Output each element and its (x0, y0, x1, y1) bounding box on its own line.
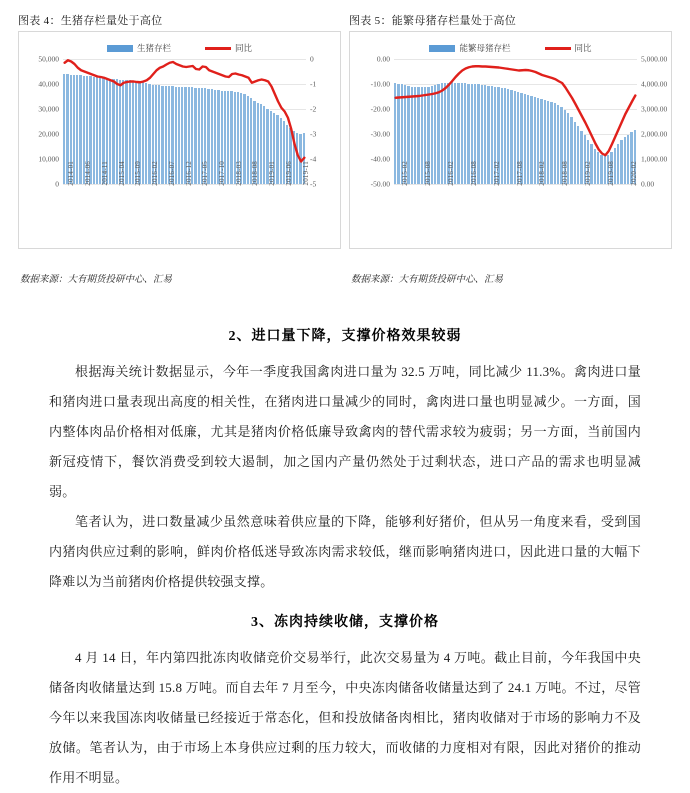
y-axis-right-tick: 5,000.00 (641, 54, 668, 64)
source-note-5: 数据来源：大有期货投研中心、汇易 (351, 275, 504, 285)
y-axis-right-tick: 0.00 (641, 179, 655, 189)
x-axis-tick-label: 2019-01 (268, 161, 277, 186)
charts-row (0, 0, 690, 285)
chart-caption-4: 图表 4：生猪存栏量处于高位 (18, 15, 163, 27)
chart-block-5 (349, 12, 672, 285)
y-axis-right-tick: -5 (310, 179, 317, 189)
y-axis-left-tick: -50.00 (370, 179, 390, 189)
x-axis-tick-label: 2014-01 (67, 161, 76, 186)
chart-block-4 (18, 12, 341, 285)
y-axis-right-tick: -2 (310, 104, 317, 114)
section-heading-3: 3、冻肉持续收储，支撑价格 (251, 615, 439, 630)
legend-line-swatch-icon (545, 47, 571, 50)
legend-bar-swatch-icon (107, 45, 133, 52)
legend-label-bar-5: 能繁母猪存栏 (459, 43, 511, 53)
chart-frame-4 (18, 31, 341, 249)
y-axis-left-tick: 10,000 (38, 154, 59, 164)
x-axis-tick-label: 2015-08 (424, 161, 433, 186)
x-axis-tick-label: 2017-02 (492, 161, 501, 186)
x-axis-labels-4 (59, 159, 310, 209)
chart-frame-5 (349, 31, 672, 249)
paragraph: 笔者认为，进口数量减少虽然意味着供应量的下降，能够利好猪价，但从另一角度来看，受到国内猪肉供应过剩的影响，鲜肉价格低迷导致冻肉需求较低，继而影响猪肉进口，因此进口量的大幅下降难以为当前猪肉价格提供较强支撑。 (49, 514, 641, 589)
y-axis-left-tick: -40.00 (370, 154, 390, 164)
x-axis-tick-label: 2016-12 (184, 161, 193, 186)
chart-legend-5 (350, 32, 671, 55)
y-axis-left-tick: 0.00 (376, 54, 390, 64)
y-axis-left-tick: 20,000 (38, 129, 59, 139)
y-axis-left-tick: 0 (55, 179, 59, 189)
x-axis-tick-label: 2015-04 (117, 161, 126, 186)
x-axis-tick-label: 2017-08 (515, 161, 524, 186)
y-axis-right-tick: 0 (310, 54, 314, 64)
legend-bar-swatch-icon (429, 45, 455, 52)
x-axis-tick-label: 2019-11 (301, 161, 310, 186)
y-axis-left-tick: 30,000 (38, 104, 59, 114)
x-axis-tick-label: 2019-06 (284, 161, 293, 186)
x-axis-tick-label: 2016-02 (151, 161, 160, 186)
x-axis-tick-label: 2015-09 (134, 161, 143, 186)
x-axis-tick-label: 2018-03 (234, 161, 243, 186)
legend-item-bar-4 (107, 42, 171, 54)
chart-legend-4 (19, 32, 340, 55)
x-axis-tick-label: 2014-06 (84, 161, 93, 186)
document-body (0, 285, 690, 793)
x-axis-labels-5 (390, 159, 641, 209)
y-axis-right-tick: -3 (310, 129, 317, 139)
x-axis-tick-label: 2015-02 (401, 161, 410, 186)
x-axis-tick-label: 2017-05 (201, 161, 210, 186)
chart-caption-5: 图表 5：能繁母猪存栏量处于高位 (349, 15, 517, 27)
x-axis-tick-label: 2019-08 (606, 161, 615, 186)
section-heading-2: 2、进口量下降，支撑价格效果较弱 (228, 329, 462, 344)
x-axis-tick-label: 2017-10 (217, 161, 226, 186)
legend-item-line-4 (205, 42, 252, 54)
legend-item-bar-5 (429, 42, 510, 54)
y-axis-right-tick: 3,000.00 (641, 104, 668, 114)
x-axis-tick-label: 2018-08 (251, 161, 260, 186)
paragraph: 4 月 14 日，年内第四批冻肉收储竞价交易举行，此次交易量为 4 万吨。截止目前，今年我国中央储备肉收储量达到 15.8 万吨。而自去年 7 月至今，中央冻肉储备收储量达到了 24.1 万吨。不过，尽管今年以来我国冻肉收储量已经接近于常态化，但和投放储备肉相比，猪肉收储对于市场的影响力不及放储。笔者认为，由于市场上本身供应过剩的压力较大，而收储的力度相对有限，因此对猪价的推动作用不明显。 (49, 650, 641, 785)
y-axis-right-tick: -4 (310, 154, 317, 164)
x-axis-tick-label: 2018-08 (561, 161, 570, 186)
x-axis-tick-label: 2018-02 (538, 161, 547, 186)
paragraph: 根据海关统计数据显示，今年一季度我国禽肉进口量为 32.5 万吨，同比减少 11.3%。禽肉进口量和猪肉进口量表现出高度的相关性，在猪肉进口量减少的同时，禽肉进口量也明显减少。一方面，国内整体肉品价格相对低廉，尤其是猪肉价格低廉导致禽肉的替代需求较为疲弱；另一方面，当前国内新冠疫情下，餐饮消费受到较大遏制，加之国内产量仍然处于过剩状态，进口产品的需求也明显减弱。 (49, 364, 641, 499)
x-axis-tick-label: 2014-11 (100, 161, 109, 186)
y-axis-left-tick: -30.00 (370, 129, 390, 139)
x-axis-tick-label: 2016-08 (469, 161, 478, 186)
y-axis-left-tick: 50,000 (38, 54, 59, 64)
legend-label-bar-4: 生猪存栏 (136, 43, 171, 53)
y-axis-right-tick: -1 (310, 79, 317, 89)
legend-label-line-4: 同比 (235, 43, 253, 53)
legend-line-swatch-icon (205, 47, 231, 50)
y-axis-right-tick: 1,000.00 (641, 154, 668, 164)
x-axis-tick-label: 2016-07 (167, 161, 176, 186)
legend-item-line-5 (545, 42, 592, 54)
y-axis-right-tick: 2,000.00 (641, 129, 668, 139)
legend-label-line-5: 同比 (574, 43, 592, 53)
x-axis-tick-label: 2019-02 (583, 161, 592, 186)
y-axis-left-tick: -10.00 (370, 79, 390, 89)
y-axis-right-tick: 4,000.00 (641, 79, 668, 89)
x-axis-tick-label: 2020-02 (629, 161, 638, 186)
x-axis-tick-label: 2016-02 (447, 161, 456, 186)
source-note-4: 数据来源：大有期货投研中心、汇易 (20, 275, 173, 285)
y-axis-left-tick: -20.00 (370, 104, 390, 114)
y-axis-left-tick: 40,000 (38, 79, 59, 89)
